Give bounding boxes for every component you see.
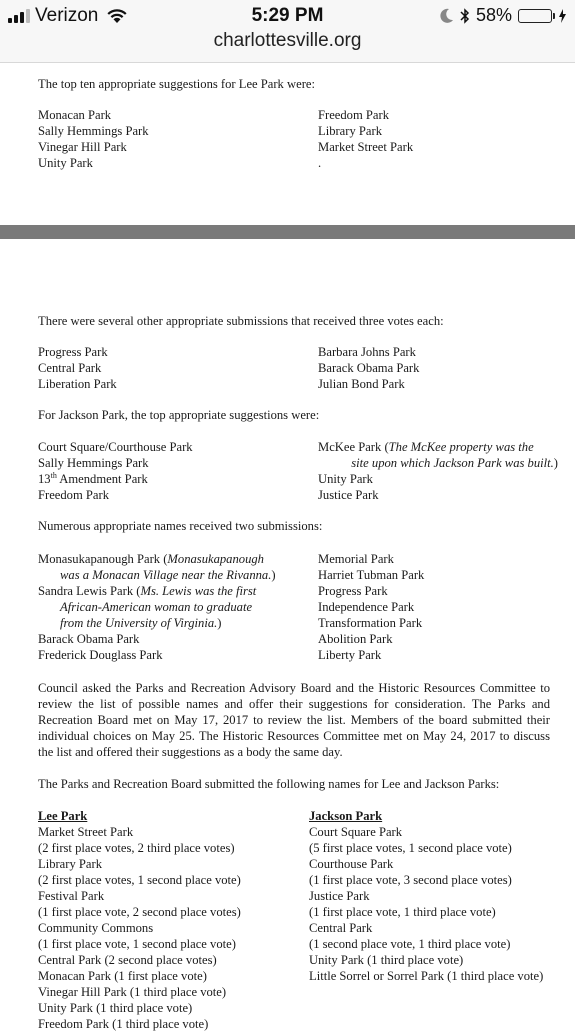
battery-icon (518, 9, 552, 23)
lee-park-votes (38, 808, 241, 1032)
list-item: (1 first place vote, 3 second place votes) (309, 873, 512, 887)
list-item: . (318, 156, 322, 170)
list-item: Market Street Park (38, 825, 134, 839)
status-indicators (440, 5, 567, 26)
board-intro: The Parks and Recreation Board submitted the following names for Lee and Jackson Parks: (38, 777, 500, 791)
three-votes-left (38, 344, 117, 392)
jackson-park-heading: Jackson Park (309, 809, 383, 823)
list-item: Transformation Park (318, 616, 423, 630)
list-item: Unity Park (38, 156, 93, 170)
list-item: Barack Obama Park (318, 361, 420, 375)
list-item: Courthouse Park (309, 857, 394, 871)
list-item: Central Park (2 second place votes) (38, 953, 217, 967)
lee-top-ten-intro: The top ten appropriate suggestions for Lee Park were: (38, 77, 315, 91)
list-item: Court Square Park (309, 825, 403, 839)
clock: 5:29 PM (251, 5, 324, 26)
list-item: Court Square/Courthouse Park (38, 440, 193, 454)
list-item: Abolition Park (318, 632, 393, 646)
list-item: Unity Park (1 third place vote) (309, 953, 464, 967)
monasukapanough-note-cont: was a Monacan Village near the Rivanna.) (60, 568, 276, 582)
list-item: Justice Park (318, 488, 379, 502)
list-item: Julian Bond Park (318, 377, 405, 391)
list-item-sandra-lewis: Sandra Lewis Park (Ms. Lewis was the first (38, 584, 257, 598)
list-item-monasukapanough: Monasukapanough Park (Monasukapanough (38, 552, 264, 566)
moon-icon (440, 8, 454, 24)
list-item: Harriet Tubman Park (318, 568, 425, 582)
list-item: Little Sorrel or Sorrel Park (1 third place vote) (309, 969, 544, 983)
council-paragraph: Council asked the Parks and Recreation Advisory Board and the Historic Resources Committee to review the list of possible names and offer their suggestions for consideration. The Parks and Recreation Board met on May 17, 2017 to review the list. Members of the board submitted their individual choices on May 25. The Historic Resources Committee met on May 24, 2017 to discuss the list and offered their suggestions as a body the same day. (38, 681, 550, 759)
list-item: Freedom Park (1 third place vote) (38, 1017, 209, 1031)
list-item: Central Park (309, 921, 373, 935)
two-submissions-left (38, 551, 278, 663)
list-item: Unity Park (1 third place vote) (38, 1001, 193, 1015)
bluetooth-icon (460, 8, 470, 24)
charging-icon (558, 8, 567, 24)
lee-top-ten-right (318, 107, 413, 171)
list-item: Progress Park (318, 584, 388, 598)
list-item: Progress Park (38, 345, 108, 359)
carrier-name: Verizon (35, 5, 99, 26)
list-item: Liberty Park (318, 648, 382, 662)
list-item: Library Park (38, 857, 102, 871)
battery-percent: 58% (475, 5, 512, 25)
list-item: Frederick Douglass Park (38, 648, 163, 662)
status-bar (0, 0, 575, 63)
list-item: (1 second place vote, 1 third place vote) (309, 937, 511, 951)
sandra-lewis-note-cont: from the University of Virginia.) (60, 616, 222, 630)
list-item: Freedom Park (38, 488, 109, 502)
three-votes-intro: There were several other appropriate submissions that received three votes each: (38, 314, 444, 328)
list-item: Festival Park (38, 889, 105, 903)
list-item: Barack Obama Park (38, 632, 140, 646)
list-item: Central Park (38, 361, 102, 375)
list-item: Liberation Park (38, 377, 117, 391)
list-item: Library Park (318, 124, 382, 138)
two-submissions-intro: Numerous appropriate names received two submissions: (38, 519, 323, 533)
jackson-top-right (318, 439, 558, 503)
lee-park-heading: Lee Park (38, 809, 88, 823)
list-item: Market Street Park (318, 140, 414, 154)
list-item: Freedom Park (318, 108, 389, 122)
three-votes-right (318, 344, 419, 392)
list-item: Independence Park (318, 600, 415, 614)
list-item: Monacan Park (38, 108, 112, 122)
list-item: 13th Amendment Park (38, 470, 148, 486)
list-item: (1 first place vote, 1 third place vote) (309, 905, 496, 919)
list-item: Sally Hemmings Park (38, 456, 149, 470)
list-item: Vinegar Hill Park (1 third place vote) (38, 985, 227, 999)
jackson-top-intro: For Jackson Park, the top appropriate suggestions were: (38, 408, 320, 422)
sandra-lewis-note-cont: African-American woman to graduate (60, 600, 253, 614)
list-item: Community Commons (38, 921, 154, 935)
list-item: Barbara Johns Park (318, 345, 416, 359)
list-item-mckee: McKee Park (The McKee property was the (318, 440, 534, 454)
list-item: Sally Hemmings Park (38, 124, 149, 138)
list-item: Vinegar Hill Park (38, 140, 127, 154)
list-item: Justice Park (309, 889, 370, 903)
list-item: (5 first place votes, 1 second place vote) (309, 841, 512, 855)
list-item: Memorial Park (318, 552, 394, 566)
list-item: Monacan Park (1 first place vote) (38, 969, 207, 983)
address-bar-url[interactable]: charlottesville.org (213, 30, 362, 51)
list-item: (2 first place votes, 2 third place votes) (38, 841, 235, 855)
jackson-top-left (38, 439, 193, 503)
lee-top-ten-left (38, 107, 149, 171)
list-item: (1 first place vote, 2 second place votes) (38, 905, 241, 919)
mckee-note-cont: site upon which Jackson Park was built.) (351, 456, 558, 470)
list-item: Unity Park (318, 472, 373, 486)
list-item: (2 first place votes, 1 second place vote) (38, 873, 241, 887)
page-break-divider (0, 225, 575, 239)
list-item: (1 first place vote, 1 second place vote) (38, 937, 236, 951)
jackson-park-votes (309, 808, 543, 984)
two-submissions-right (318, 551, 424, 663)
